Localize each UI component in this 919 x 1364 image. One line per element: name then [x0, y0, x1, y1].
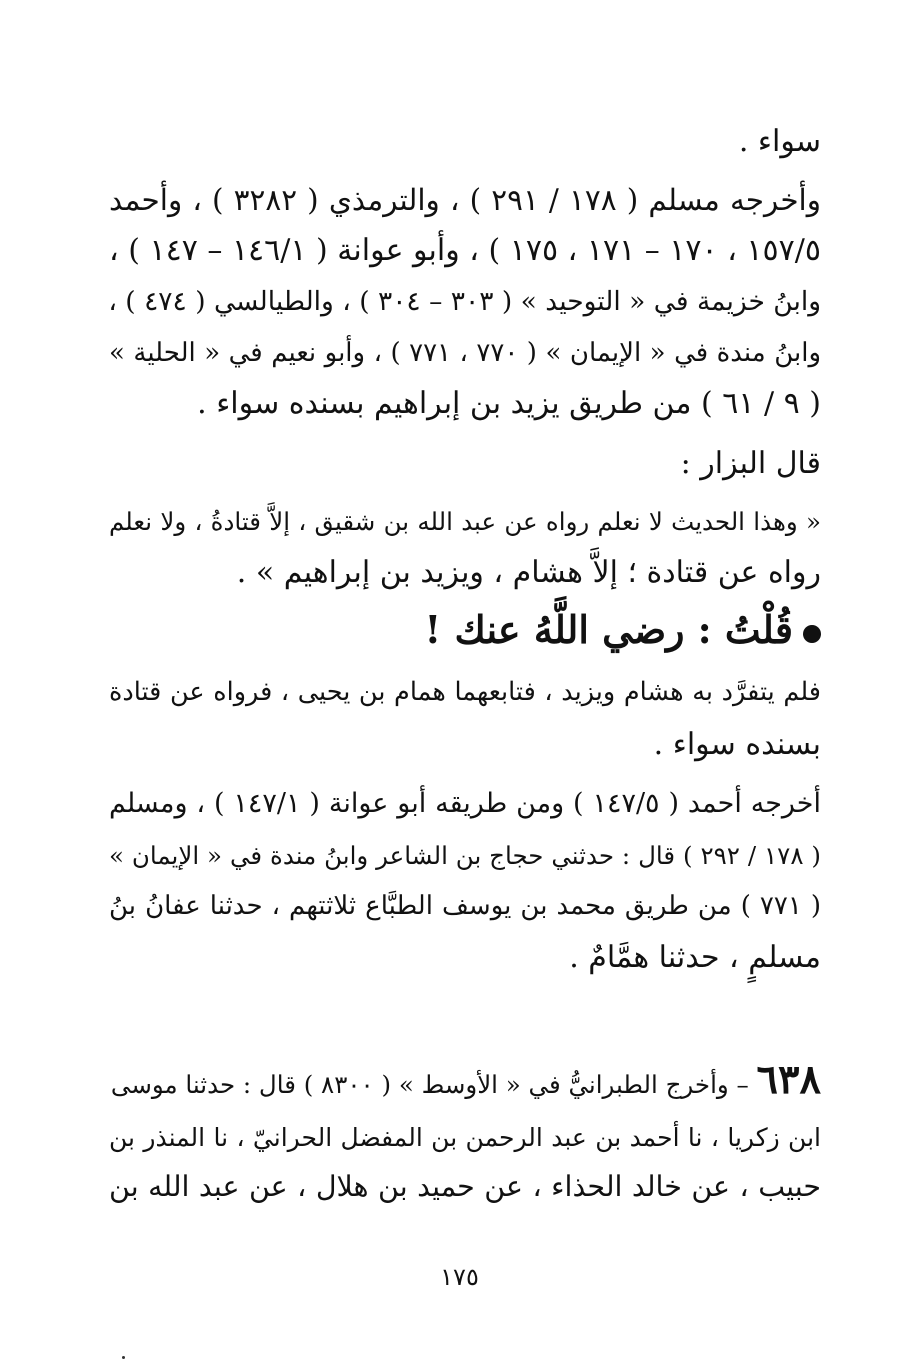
- section-heading: قُلْتُ : رضي اللَّهُ عنك !: [109, 600, 821, 660]
- hadith-text-1: – وأخرج الطبرانيُّ في « الأوسط » ( ٨٣٠٠ ) قال : حدثنا موسى: [110, 1070, 749, 1099]
- scan-speck: [122, 1356, 125, 1359]
- hadith-line-3: حبيب ، عن خالد الحذاء ، عن حميد بن هلال ، عن عبد الله بن: [109, 1170, 821, 1203]
- text-line-9: رواه عن قتادة ؛ إلاَّ هشام ، ويزيد بن إبراهيم » .: [236, 555, 821, 590]
- text-line-12: بسنده سواء .: [653, 727, 821, 762]
- text-line-3: ١٥٧/٥ ، ١٧٠ – ١٧١ ، ١٧٥ ) ، وأبو عوانة ( ١٤٦/١ – ١٤٧ ) ،: [109, 233, 821, 268]
- hadith-number: ٦٣٨: [756, 1056, 821, 1103]
- text-line-13: أخرجه أحمد ( ١٤٧/٥ ) ومن طريقه أبو عوانة ( ١٤٧/١ ) ، ومسلم: [109, 788, 821, 819]
- text-line-8: « وهذا الحديث لا نعلم رواه عن عبد الله بن شقيق ، إلاَّ قتادةُ ، ولا نعلم: [109, 507, 821, 536]
- text-line-11: فلم يتفرَّد به هشام ويزيد ، فتابعهما همام بن يحيى ، فرواه عن قتادة: [109, 677, 821, 707]
- text-line-7: قال البزار :: [680, 446, 821, 481]
- text-line-6: ( ٩ / ٦١ ) من طريق يزيد بن إبراهيم بسنده سواء .: [197, 386, 821, 421]
- text-line-14: ( ١٧٨ / ٢٩٢ ) قال : حدثني حجاج بن الشاعر وابنُ مندة في « الإيمان »: [109, 841, 821, 870]
- text-line-2: وأخرجه مسلم ( ١٧٨ / ٢٩١ ) ، والترمذي ( ٣٢٨٢ ) ، وأحمد: [109, 183, 821, 217]
- text-line-5: وابنُ مندة في « الإيمان » ( ٧٧٠ ، ٧٧١ ) ، وأبو نعيم في « الحلية »: [109, 338, 822, 368]
- hadith-line-1: [109, 1052, 821, 1108]
- page-number: ١٧٥: [440, 1263, 479, 1291]
- text-line-1: سواء .: [738, 124, 821, 159]
- text-line-16: مسلمٍ ، حدثنا همَّامٌ .: [569, 940, 821, 975]
- bullet-icon: [803, 625, 821, 643]
- text-line-4: وابنُ خزيمة في « التوحيد » ( ٣٠٣ – ٣٠٤ ) ، والطيالسي ( ٤٧٤ ) ،: [108, 286, 821, 317]
- hadith-line-2: ابن زكريا ، نا أحمد بن عبد الرحمن بن المفضل الحرانيّ ، نا المنذر بن: [109, 1123, 821, 1152]
- text-line-15: ( ٧٧١ ) من طريق محمد بن يوسف الطبَّاع ثلاثتهم ، حدثنا عفانُ بنُ: [109, 891, 821, 921]
